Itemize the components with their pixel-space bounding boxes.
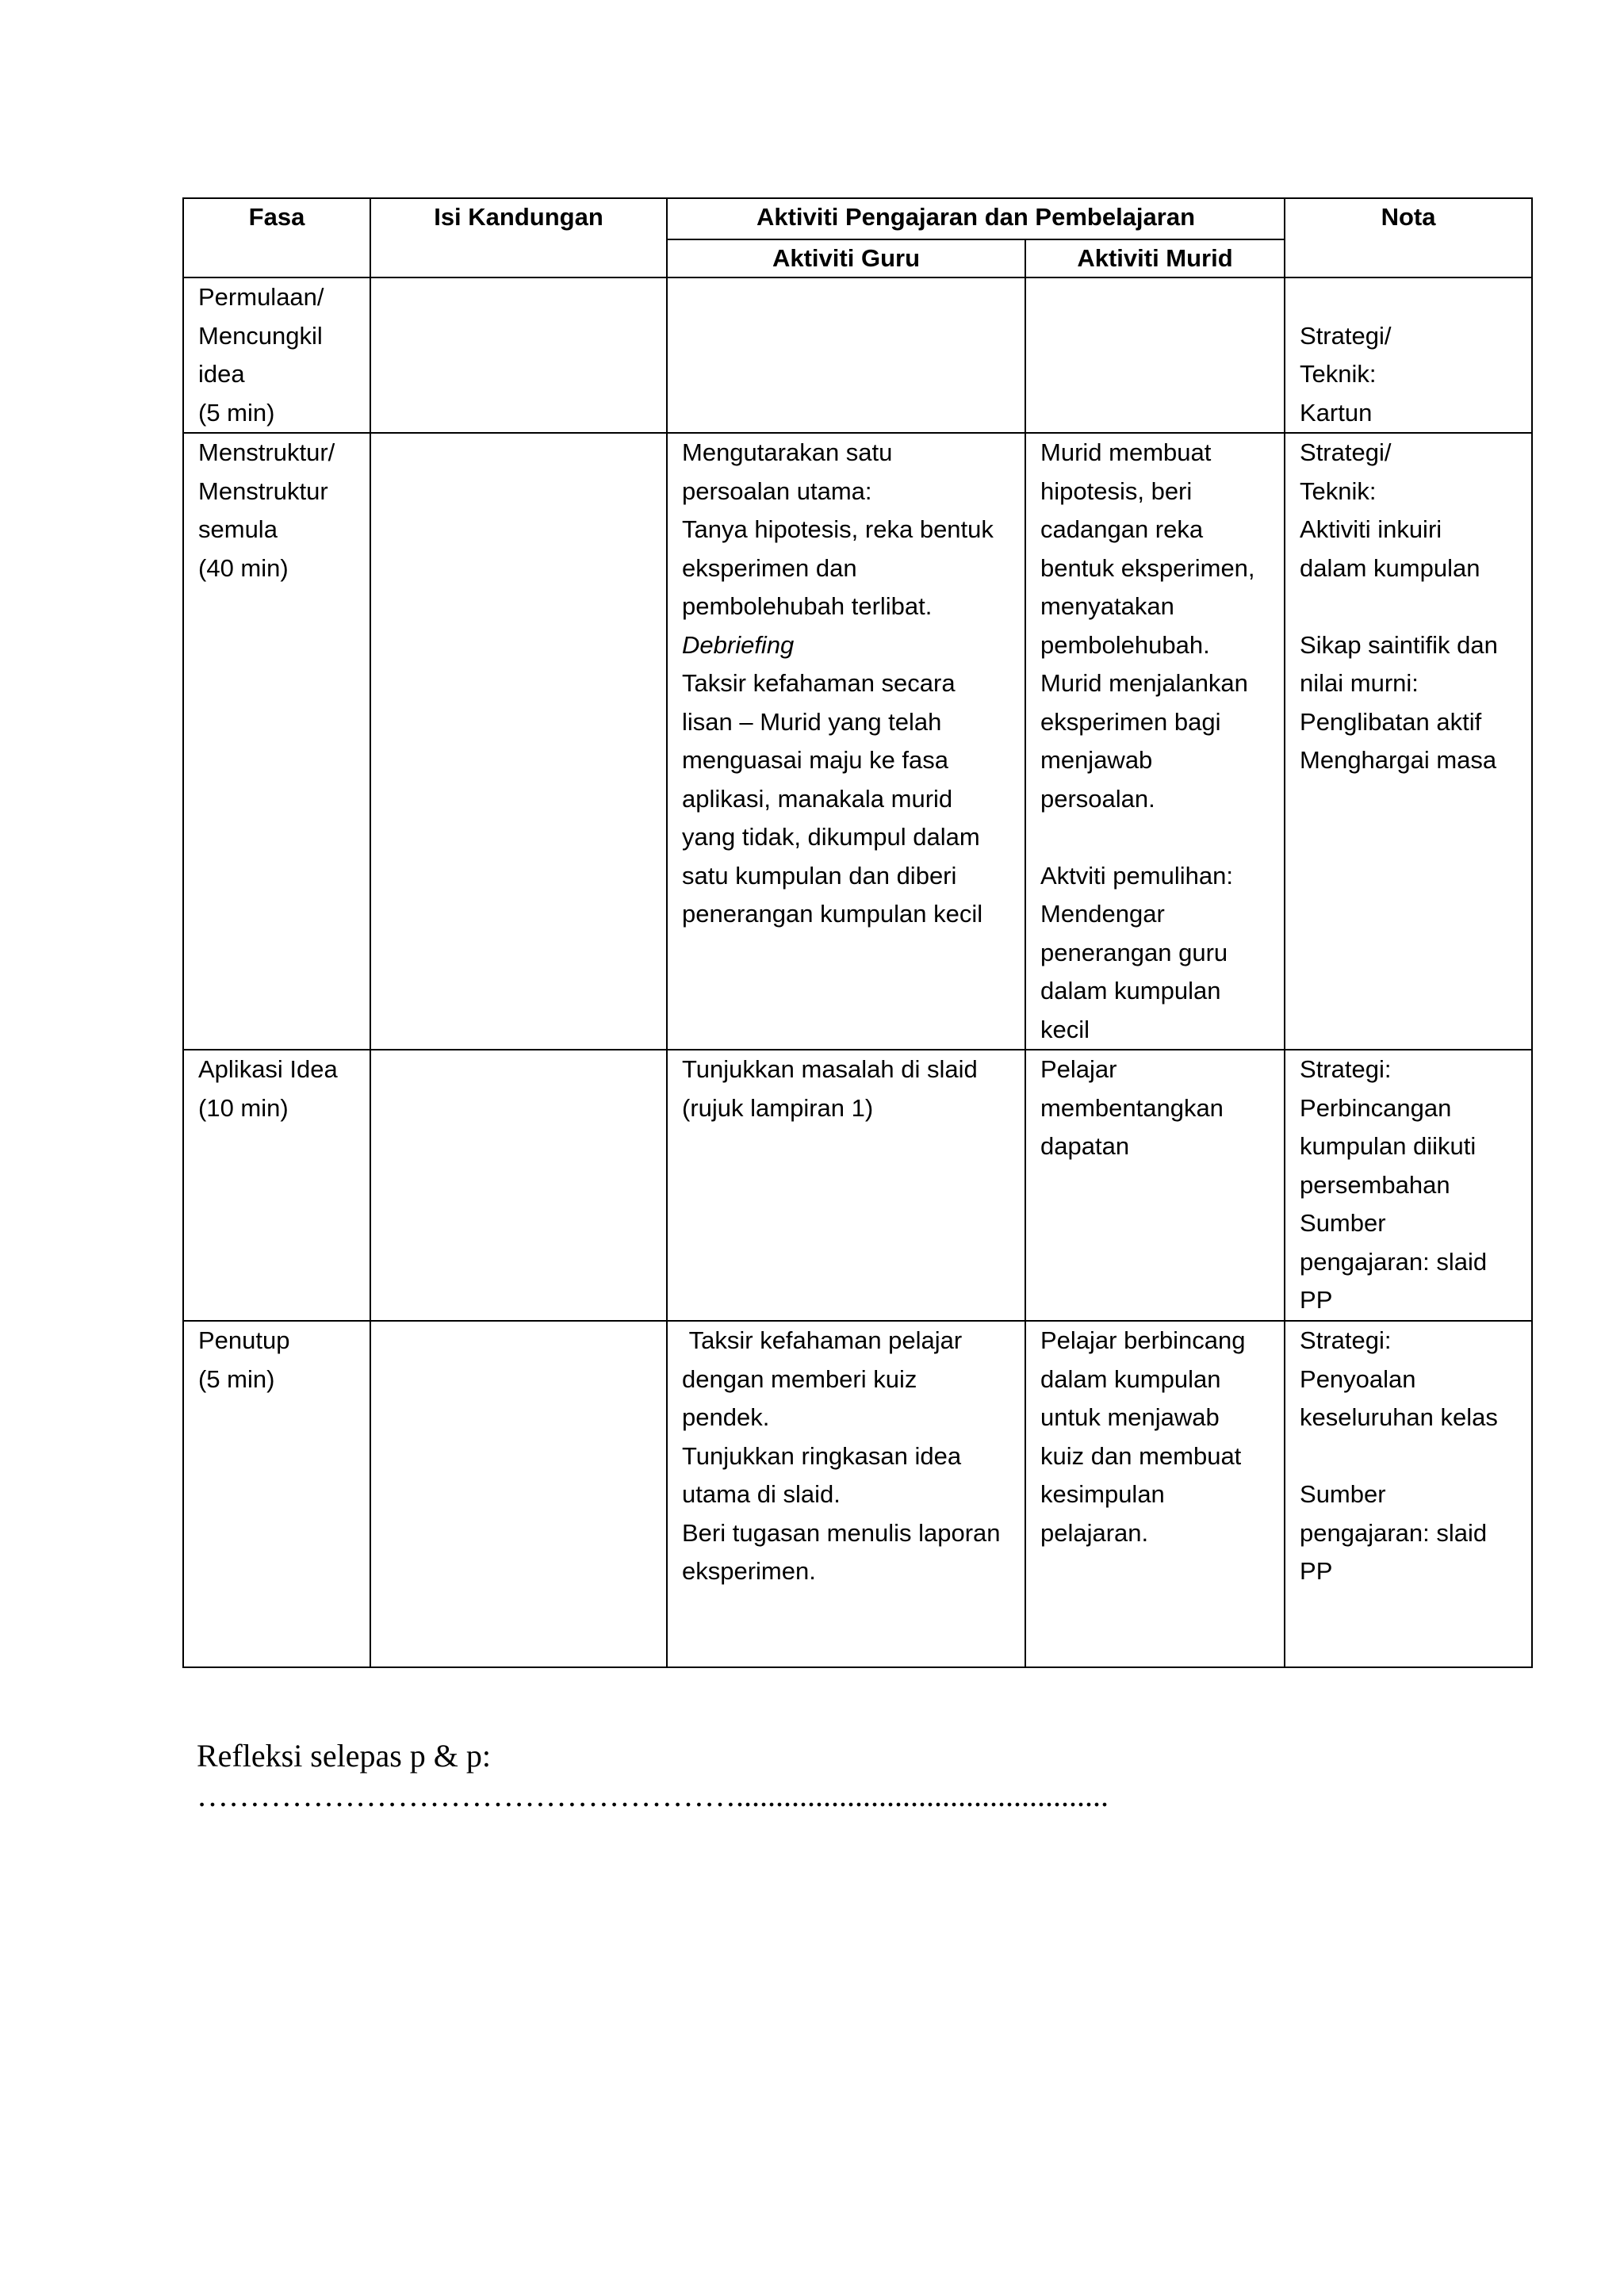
nota-cell: Strategi/ Teknik: Kartun xyxy=(1285,277,1532,433)
header-aktiviti-murid: Aktiviti Murid xyxy=(1025,239,1285,277)
header-fasa: Fasa xyxy=(183,198,370,277)
aktiviti-murid-cell: Murid membuat hipotesis, beri cadangan reka bentuk eksperimen, menyatakan pembolehubah. Murid menjalankan eksperimen bagi menjawab persoalan. Aktviti pemulihan: Mendengar penerangan guru dalam kumpulan kecil xyxy=(1025,433,1285,1050)
guru-text-part1: Mengutarakan satu persoalan utama: Tanya hipotesis, reka bentuk eksperimen dan pembolehubah terlibat. xyxy=(682,438,994,620)
nota-cell: Strategi: Perbincangan kumpulan diikuti persembahan Sumber pengajaran: slaid PP xyxy=(1285,1050,1532,1321)
table-row xyxy=(183,433,1532,1050)
isi-kandungan-cell xyxy=(370,1050,667,1321)
nota-cell: Strategi: Penyoalan keseluruhan kelas Sumber pengajaran: slaid PP xyxy=(1285,1321,1532,1667)
refleksi-label: Refleksi selepas p & p: xyxy=(197,1738,492,1774)
table-row xyxy=(183,1321,1532,1667)
header-aktiviti-guru: Aktiviti Guru xyxy=(667,239,1025,277)
aktiviti-murid-cell: Pelajar berbincang dalam kumpulan untuk menjawab kuiz dan membuat kesimpulan pelajaran. xyxy=(1025,1321,1285,1667)
aktiviti-guru-cell xyxy=(667,433,1025,1050)
aktiviti-guru-cell xyxy=(667,277,1025,433)
refleksi-dotted-line: ……………………………………………............................................... xyxy=(197,1777,1109,1813)
header-isi-kandungan: Isi Kandungan xyxy=(370,198,667,277)
fasa-cell: Menstruktur/ Menstruktur semula (40 min) xyxy=(183,433,370,1050)
header-nota: Nota xyxy=(1285,198,1532,277)
header-row-1 xyxy=(183,198,1532,239)
lesson-plan-table xyxy=(182,197,1533,1668)
header-aktiviti-pp: Aktiviti Pengajaran dan Pembelajaran xyxy=(667,198,1285,239)
isi-kandungan-cell xyxy=(370,1321,667,1667)
aktiviti-guru-cell: Tunjukkan masalah di slaid (rujuk lampiran 1) xyxy=(667,1050,1025,1321)
isi-kandungan-cell xyxy=(370,433,667,1050)
debriefing-label: Debriefing xyxy=(682,630,795,659)
aktiviti-murid-cell: Pelajar membentangkan dapatan xyxy=(1025,1050,1285,1321)
fasa-cell: Permulaan/ Mencungkil idea (5 min) xyxy=(183,277,370,433)
fasa-cell: Penutup (5 min) xyxy=(183,1321,370,1667)
fasa-cell: Aplikasi Idea (10 min) xyxy=(183,1050,370,1321)
table-row xyxy=(183,277,1532,433)
isi-kandungan-cell xyxy=(370,277,667,433)
table-row xyxy=(183,1050,1532,1321)
nota-cell: Strategi/ Teknik: Aktiviti inkuiri dalam kumpulan Sikap saintifik dan nilai murni: Penglibatan aktif Menghargai masa xyxy=(1285,433,1532,1050)
aktiviti-guru-cell: Taksir kefahaman pelajar dengan memberi kuiz pendek. Tunjukkan ringkasan idea utama di slaid. Beri tugasan menulis laporan eksperimen. xyxy=(667,1321,1025,1667)
aktiviti-murid-cell xyxy=(1025,277,1285,433)
guru-text-part2: Taksir kefahaman secara lisan – Murid yang telah menguasai maju ke fasa aplikasi, manakala murid yang tidak, dikumpul dalam satu kumpulan dan diberi penerangan kumpulan kecil xyxy=(682,669,983,928)
